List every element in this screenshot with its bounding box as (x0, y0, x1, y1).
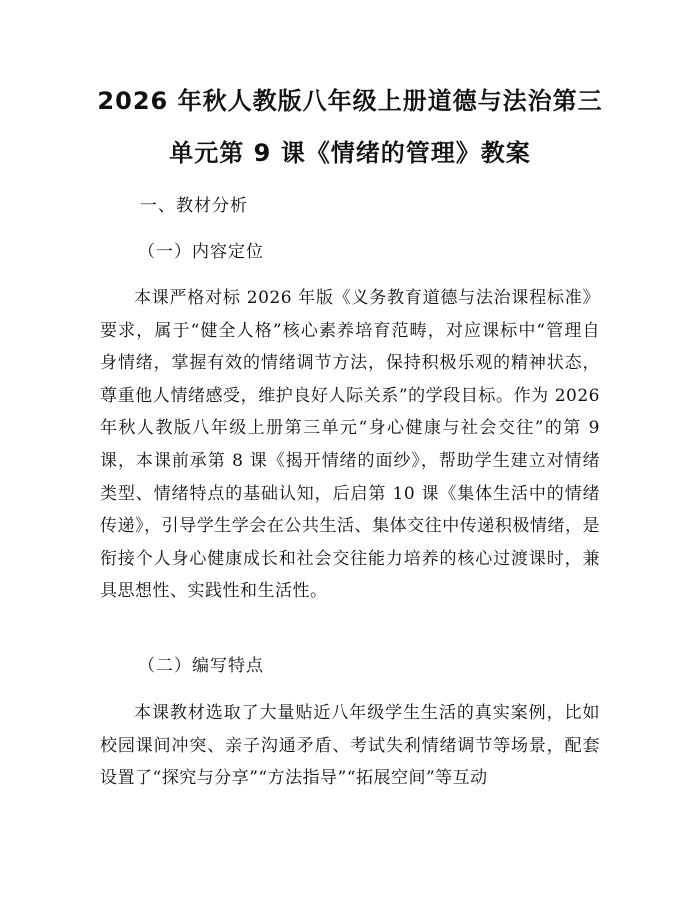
section-heading-textbook-analysis: 一、教材分析 (140, 196, 248, 216)
document-title-line-1: 2026 年秋人教版八年级上册道德与法治第三 (97, 87, 603, 115)
document-title-line-2: 单元第 9 课《情绪的管理》教案 (169, 139, 531, 167)
subsection-heading-writing-features: （二）编写特点 (138, 656, 264, 676)
paragraph-writing-features: 本课教材选取了大量贴近八年级学生生活的真实案例，比如校园课间冲突、亲子沟通矛盾、考试失利情绪调节等场景，配套设置了“探究与分享”“方法指导”“拓展空间”等互动 (100, 703, 600, 789)
subsection-heading-content-positioning: （一）内容定位 (138, 242, 264, 262)
paragraph-content-positioning: 本课严格对标 2026 年版《义务教育道德与法治课程标准》要求，属于“健全人格”核心素养培育范畴，对应课标中“管理自身情绪，掌握有效的情绪调节方法，保持积极乐观的精神状态，尊重他人情绪感受，维护良好人际关系”的学段目标。作为 2026 年秋人教版八年级上册第三单元“身心健康与社会交往”的第 9 课，本课前承第 8 课《揭开情绪的面纱》，帮助学生建立对情绪类型、情绪特点的基础认知，后启第 10 课《集体生活中的情绪传递》，引导学生学会在公共生活、集体交往中传递积极情绪，是衔接个人身心健康成长和社会交往能力培养的核心过渡课时，兼具思想性、实践性和生活性。 (100, 288, 600, 602)
